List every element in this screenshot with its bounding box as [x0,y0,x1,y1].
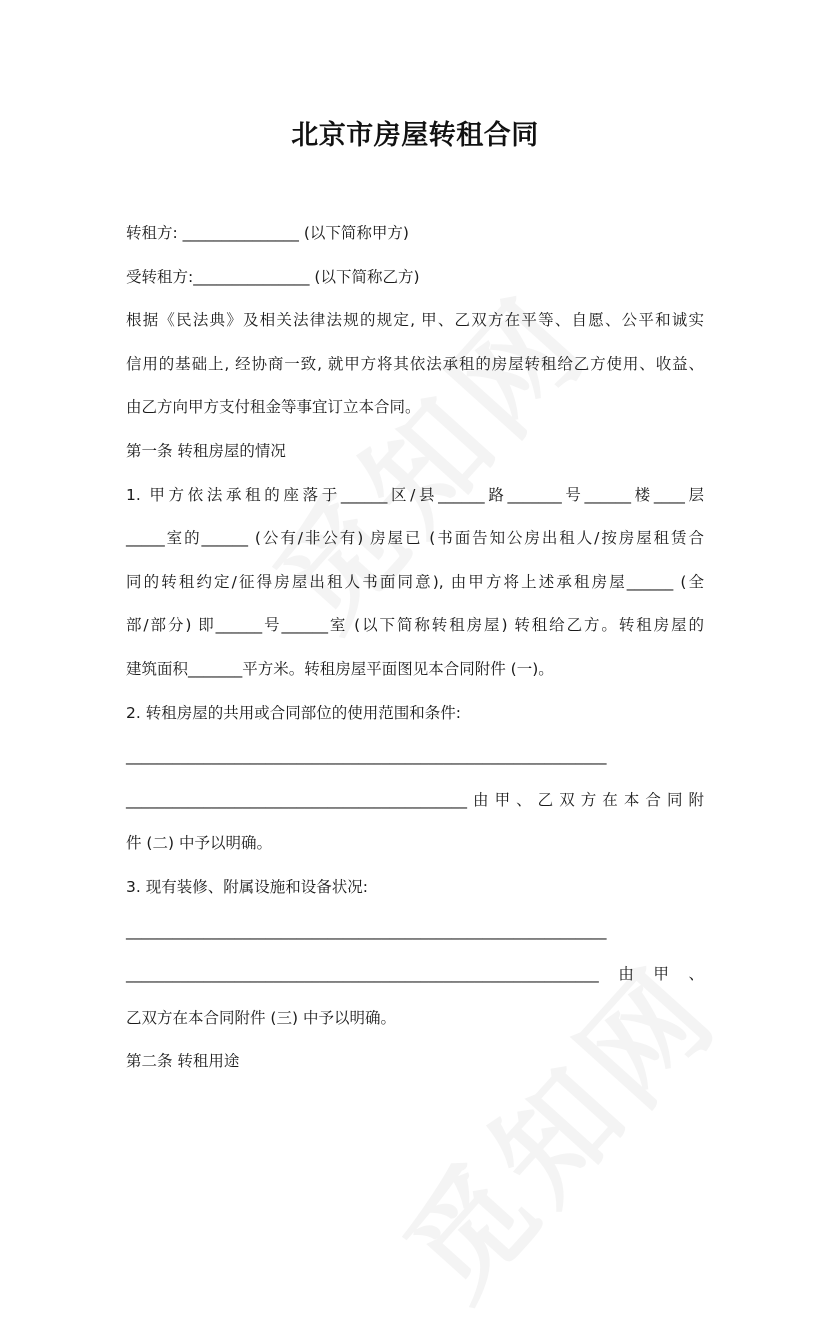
paragraph-line: 件 (二) 中予以明确。 [126,834,272,853]
paragraph-line: ____________________________________________由甲、乙双方在本合同附 [126,790,704,809]
paragraph-line: _____________________________________________________________由甲、 [126,965,704,984]
paragraph-line: 同的转租约定/征得房屋出租人书面同意), 由甲方将上述承租房屋______ (全 [126,572,704,591]
paragraph-line: _____室的______ (公有/非公有) 房屋已 (书面告知公房出租人/按房屋租赁合 [126,529,704,548]
blank-line: ______________________________________________________________ [126,747,607,766]
section-heading: 第一条 转租房屋的情况 [126,441,286,460]
paragraph-line: 2. 转租房屋的共用或合同部位的使用范围和条件: [126,703,461,722]
paragraph-line: 根据《民法典》及相关法律法规的规定, 甲、乙双方在平等、自愿、公平和诚实 [126,311,704,330]
lessor-line: 转租方: _______________ (以下简称甲方) [126,224,409,242]
document-body [126,212,704,1084]
paragraph-line: 1. 甲方依法承租的座落于______区/县______路_______号______楼____层 [126,485,704,504]
section-heading: 第二条 转租用途 [126,1052,240,1071]
paragraph-line: 乙双方在本合同附件 (三) 中予以明确。 [126,1008,396,1027]
paragraph-line: 信用的基础上, 经协商一致, 就甲方将其依法承租的房屋转租给乙方使用、收益、 [126,354,704,373]
paragraph-line: 由乙方向甲方支付租金等事宜订立本合同。 [126,398,421,417]
paragraph-line: 3. 现有装修、附属设施和设备状况: [126,877,368,896]
paragraph-line: 建筑面积_______平方米。转租房屋平面图见本合同附件 (一)。 [126,659,554,678]
blank-line: ______________________________________________________________ [126,921,607,940]
paragraph-line: 部/部分) 即______号______室 (以下简称转租房屋) 转租给乙方。转租房屋的 [126,616,704,635]
lessee-line: 受转租方:_______________ (以下简称乙方) [126,267,420,286]
document-title: 北京市房屋转租合同 [291,120,539,151]
